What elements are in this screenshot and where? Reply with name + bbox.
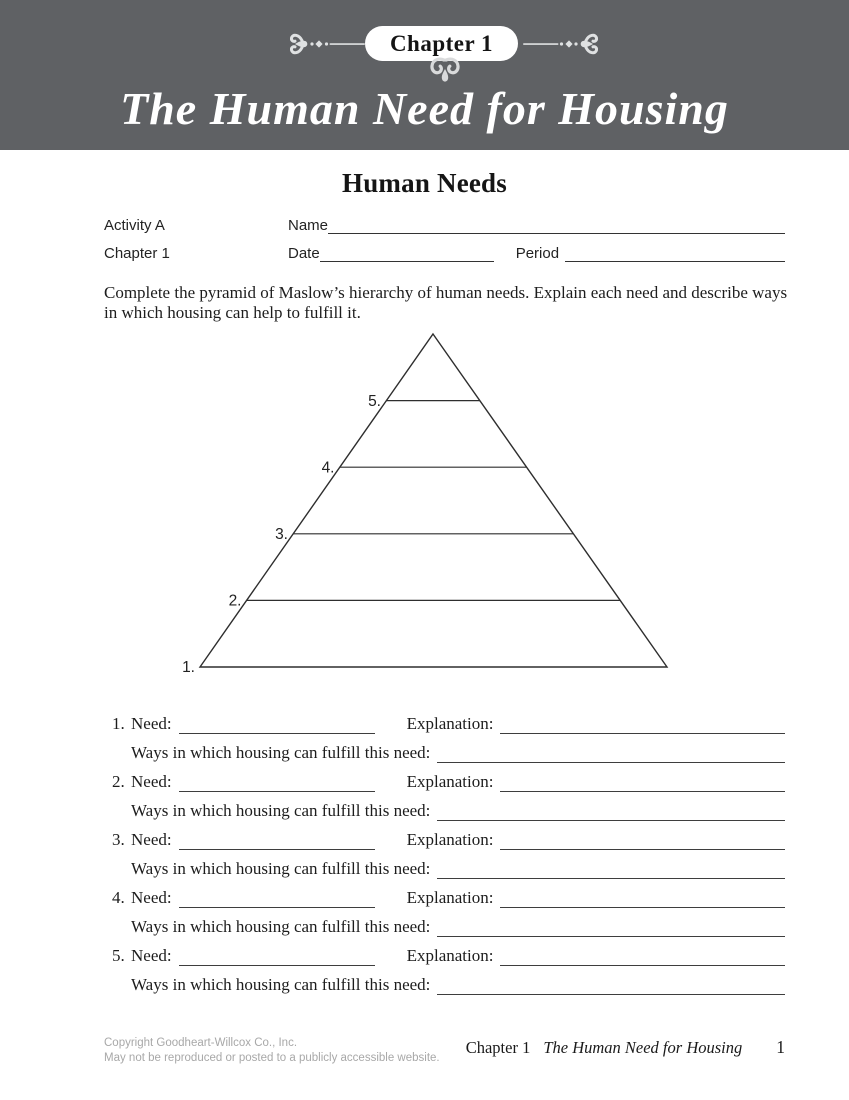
need-line [179, 946, 375, 966]
explanation-label: Explanation: [406, 946, 494, 965]
date-label: Date [288, 245, 320, 262]
question-item [112, 879, 785, 937]
chapter-badge [365, 26, 518, 61]
footer-book-title: The Human Need for Housing [543, 1038, 743, 1057]
explanation-label: Explanation: [406, 714, 494, 733]
running-footer [466, 1036, 785, 1066]
pyramid-outline [200, 334, 667, 667]
need-row [112, 705, 785, 734]
need-label: Need: [131, 830, 172, 849]
question-item [112, 705, 785, 763]
explanation-line [500, 772, 785, 792]
ways-line [437, 917, 785, 937]
page-number: 1 [776, 1037, 785, 1057]
flourish-right-icon [523, 31, 598, 57]
pyramid-level-label-3: 3. [275, 526, 288, 543]
ways-row [131, 850, 785, 879]
maslow-pyramid [170, 326, 710, 678]
explanation-line [500, 888, 785, 908]
pyramid-level-label-1: 1. [182, 659, 195, 676]
chapter-banner [0, 0, 849, 150]
need-line [179, 772, 375, 792]
need-line [179, 714, 375, 734]
instructions [104, 283, 794, 322]
need-row [112, 763, 785, 792]
explanation-line [500, 714, 785, 734]
pyramid-level-label-5: 5. [368, 393, 381, 410]
ways-line [437, 801, 785, 821]
ways-line [437, 743, 785, 763]
need-label: Need: [131, 946, 172, 965]
item-number: 5. [112, 946, 125, 965]
copyright-block [104, 1036, 440, 1066]
item-number: 4. [112, 888, 125, 907]
ways-row [131, 908, 785, 937]
ways-row [131, 734, 785, 763]
name-label: Name [288, 217, 329, 234]
need-label: Need: [131, 888, 172, 907]
item-number: 2. [112, 772, 125, 791]
copyright-line2: May not be reproduced or posted to a publicly accessible website. [104, 1052, 440, 1064]
need-line [179, 888, 375, 908]
name-line [328, 216, 785, 234]
explanation-line [500, 946, 785, 966]
question-item [112, 763, 785, 821]
date-row [104, 243, 785, 262]
ways-line [437, 859, 785, 879]
question-item [112, 937, 785, 995]
ways-label: Ways in which housing can fulfill this need: [131, 801, 431, 820]
pyramid-level-label-4: 4. [321, 459, 335, 477]
period-line [565, 244, 785, 262]
need-line [179, 830, 375, 850]
question-item [112, 821, 785, 879]
worksheet-title: Human Needs [342, 168, 507, 198]
date-line [320, 244, 494, 262]
item-number: 3. [112, 830, 125, 849]
chapter-title: The Human Need for Housing [120, 83, 729, 134]
explanation-label: Explanation: [406, 888, 494, 907]
instructions-line2: in which housing can help to fulfill it. [104, 302, 361, 322]
explanation-label: Explanation: [406, 772, 494, 791]
need-label: Need: [131, 772, 172, 791]
need-row [112, 821, 785, 850]
chapter-badge-label: Chapter 1 [389, 30, 494, 56]
ways-row [131, 966, 785, 995]
flourish-left-icon [290, 31, 365, 57]
explanation-label: Explanation: [406, 830, 494, 849]
ways-label: Ways in which housing can fulfill this need: [131, 859, 431, 878]
item-number: 1. [112, 714, 125, 733]
ways-label: Ways in which housing can fulfill this need: [131, 743, 431, 762]
need-row [112, 879, 785, 908]
footer-chapter: Chapter 1 [465, 1038, 531, 1057]
copyright-line1: Copyright Goodheart-Willcox Co., Inc. [104, 1037, 298, 1049]
period-label: Period [515, 245, 560, 262]
pyramid-level-label-2: 2. [228, 592, 242, 610]
need-row [112, 937, 785, 966]
ways-label: Ways in which housing can fulfill this need: [131, 975, 431, 994]
page-footer [104, 1036, 785, 1066]
ways-line [437, 975, 785, 995]
activity-label: Activity A [104, 217, 165, 234]
name-row [104, 215, 785, 234]
ways-row [131, 792, 785, 821]
instructions-line1: Complete the pyramid of Maslow’s hierarchy of human needs. Explain each need and describe ways [104, 283, 788, 302]
ways-label: Ways in which housing can fulfill this need: [131, 917, 431, 936]
chapter-label: Chapter 1 [104, 245, 170, 262]
explanation-line [500, 830, 785, 850]
question-list [112, 705, 785, 995]
need-label: Need: [131, 714, 172, 733]
